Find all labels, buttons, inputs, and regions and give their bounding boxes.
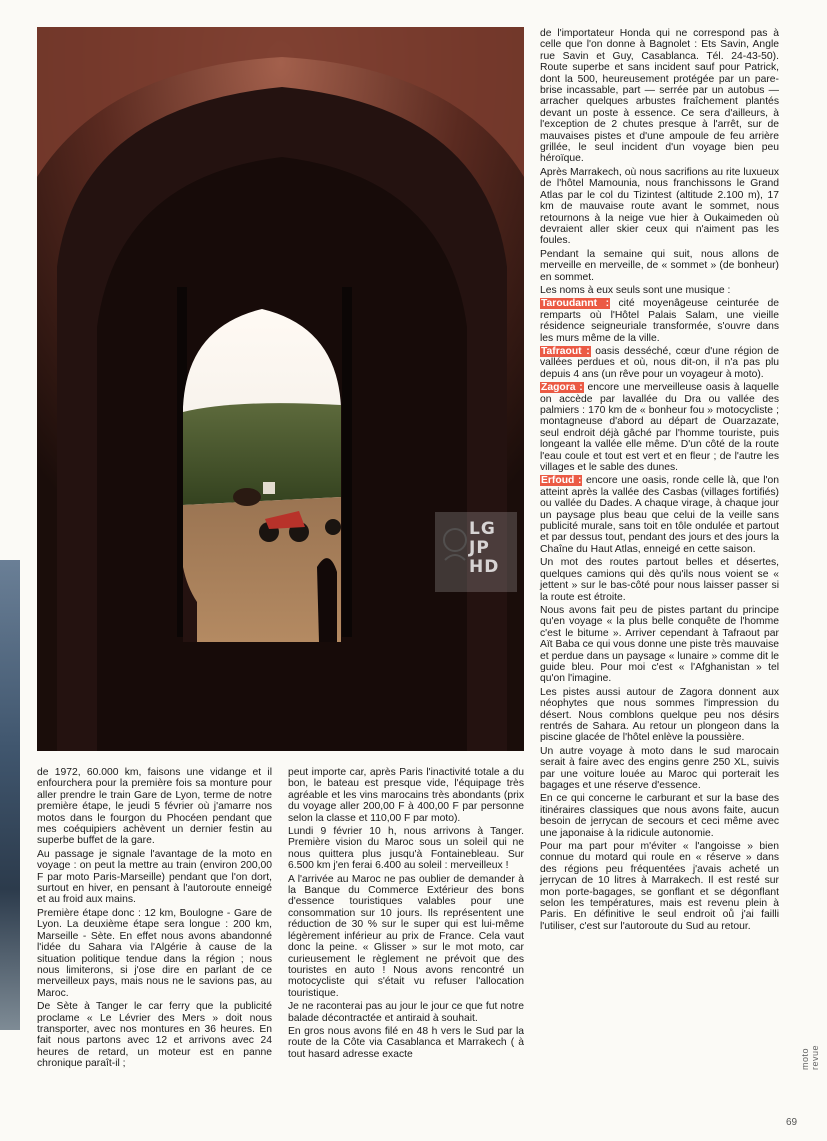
place-text: encore une oasis, ronde celle là, que l'on atteint après la vallée des Casbas (villages fortifiés) ou vallée du Dades. A chaque virage, à chaque jour un paysage plus beau que celui de la veille sans publicité murale, sans toit en tôle ondulée et partout et par dessus tout, pendant des jours et des jours la Chaîne du Haut Atlas, enneigé en cette saison. bbox=[540, 475, 779, 555]
paragraph: de 1972, 60.000 km, faisons une vidange et il enfourchera pour la première fois sa monture pour aller prendre le train Gare de Lyon, terme de notre première étape, le jeudi 5 février où j'amarre nos motos dans le fourgon du Phocéen pendant que mes coéquipiers achèvent un dernier festin au superbe buffet de la gare. bbox=[37, 767, 272, 847]
paragraph: Pour ma part pour m'éviter « l'angoisse » bien connue du motard qui roule en « réserve » dans des régions peu fréquentées j'avais acheté un jerrycan de 10 litres à Marrakech. Il est resté sur mon porte-bagages, se gonflant et se dégonflant selon les températures, mais est revenu plein à Paris. En définitive le seul endroit oů j'ai failli l'utiliser, c'est sur l'autoroute du Sud au retour. bbox=[540, 841, 779, 932]
paragraph: A l'arrivée au Maroc ne pas oublier de demander à la Banque du Commerce Extérieur des bons d'essence touristiques valables pour une consommation sur 10 jours. Ils représentent une réduction de 30 % sur le super qui est lui-même légèrement inférieur au prix de France. Cela vaut donc la peine. « Glisser » sur le mot moto, car curieusement le règlement ne prévoit que des touristes en auto ! Nous avons rencontré un motocycliste qui s'était vu refuser l'allocation touristique. bbox=[288, 873, 524, 999]
article-column-2 bbox=[288, 767, 524, 1062]
paragraph: Nous avons fait peu de pistes partant du principe qu'en voyage « la plus belle conquête de l'homme c'est le bitume ». Arriver cependant à Tafraout par Aït Baba ce qui vous donne une piste très mauvaise et perdue dans un paysage « lunaire » comme dit le guide bleu. Pour moi c'est « l'Afghanistan » tel qu'on l'imagine. bbox=[540, 604, 779, 685]
paragraph: En gros nous avons filé en 48 h vers le Sud par la route de la Côte via Casablanca et Marrakech ( à tout hasard adresse exacte bbox=[288, 1025, 524, 1060]
article-column-1 bbox=[37, 767, 272, 1072]
place-name-highlight: Tafraout : bbox=[541, 345, 590, 357]
watermark-line2: JP bbox=[469, 538, 490, 558]
paragraph: Un mot des routes partout belles et désertes, quelques camions qui dès qu'ils nous voient se « jettent » sur le bas-côté pour nous laisser passer si la route est étroite. bbox=[540, 557, 779, 603]
paragraph: peut importe car, après Paris l'inactivité totale a du bon, le bateau est presque vide, l'équipage très agréable et les vins marocains très abondants (prix du voyage aller 200,00 F à 400,00 F par personne selon la classe et 110,00 F par moto). bbox=[288, 767, 524, 824]
moorish-arch-photo bbox=[37, 27, 524, 751]
arch-photo-icon bbox=[37, 27, 524, 751]
adjacent-page-edge bbox=[0, 560, 20, 1030]
place-paragraph bbox=[540, 475, 779, 555]
paragraph: Première étape donc : 12 km, Boulogne - Gare de Lyon. La deuxième étape sera longue : 200 km, Marseille - Sète. En effet nous avons abandonné l'idée du Sahara via l'Algérie à cause de la situation politique tendue dans la région ; nous nous limiterons, si j'ose dire en parlant de ce merveilleux pays, mais nous ne le savions pas, au Maroc. bbox=[37, 907, 272, 999]
watermark-text bbox=[469, 520, 499, 577]
paragraph: De Sète à Tanger le car ferry que la publicité proclame « Le Lévrier des Mers » doit nous transporter, avec nos montures en 36 heures. En fait nous partons avec 12 et arrivons avec 24 heures de retard, un moteur est en panne chronique paraît-il ; bbox=[37, 1001, 272, 1070]
paragraph: Au passage je signale l'avantage de la moto en voyage : on peut la mettre au train (environ 200,00 F par moto Paris-Marseille) pendant que l'on dort, surtout en hiver, en pensant à l'autoroute enneigé et au froid aux mains. bbox=[37, 848, 272, 906]
paragraph: Les noms à eux seuls sont une musique : bbox=[540, 284, 731, 296]
place-name-highlight: Taroudannt : bbox=[541, 298, 610, 310]
paragraph: Les pistes aussi autour de Zagora donnent aux néophytes que nous sommes l'impression du désert. Nous comblons quelque peu nos désirs rentrés de Sahara. Au retour un plongeon dans la piscine glacée de l'hôtel enlève la poussière. bbox=[540, 686, 779, 744]
paragraph: Lundi 9 février 10 h, nous arrivons à Tanger. Première vision du Maroc sous un soleil qui ne nous quittera plus jusqu'à Fontainebleau. Sur 6.500 km j'en ferai 6.400 au soleil : merveilleux ! bbox=[288, 826, 524, 872]
place-name-highlight: Zagora : bbox=[541, 382, 583, 394]
place-text: oasis desséché, cœur d'une région de vallées perdues et où, nous dit-on, il n'a pas plu depuis 4 ans (un rêve pour un voyageur à moto). bbox=[540, 345, 779, 380]
page-number: 69 bbox=[786, 1117, 798, 1128]
article-column-3 bbox=[540, 28, 779, 934]
place-text: cité moyenâgeuse ceinturée de remparts où l'Hôtel Palais Salam, une vieille résidence seigneuriale transformée, s'ouvre dans les murs même de la ville. bbox=[540, 298, 779, 344]
place-paragraph bbox=[540, 346, 779, 380]
place-paragraph bbox=[540, 298, 779, 344]
paragraph: Un autre voyage à moto dans le sud marocain serait à faire avec des engins genre 250 XL, suivis par une voiture louée au Maroc qui porterait les bagages et une réserve d'essence. bbox=[540, 745, 779, 791]
paragraph: En ce qui concerne le carburant et sur la base des itinéraires classiques que nous avons faite, aucun besoin de jerrycan de secours et ceci même avec une japonaise à la ridicule autonomie. bbox=[540, 793, 779, 839]
paragraph: de l'importateur Honda qui ne correspond pas à celle que l'on donne à Bagnolet : Ets Savin, Angle rue Savin et Guy, Casablanca. Tél. 24-43-50). Route superbe et sans incident sauf pour Patrick, dont la 500, heureusement protégée par un pare-brise incassable, part — serrée par un autobus — arracher quelques arbustes fraîchement plantés devant un poste à essence. Ce sera d'ailleurs, à l'exception de 2 chutes presque à l'arrêt, sur de mauvaises pistes et d'une ampoule de feu arrière grillée, le seul incident d'un voyage bien peu héroïque. bbox=[540, 28, 779, 165]
place-text: encore une merveilleuse oasis à laquelle on accède par lavallée du Dra ou vallée des palmiers : 170 km de « bonheur fou » motocycliste ; montagneuse d'abord au départ de Ouarzazate, seul endroit déjà gâché par l'homme touriste, puis longeant la vallée elle même. D'un côté de la route l'eau coule et tout est vert et en fleur ; de l'autre les villages et le sable des dunes. bbox=[540, 382, 780, 474]
watermark-line1: LG bbox=[469, 519, 496, 539]
paragraph: Pendant la semaine qui suit, nous allons de merveille en merveille, de « sommet » (de bonheur) en sommet. bbox=[540, 248, 779, 283]
magazine-side-label: moto revue bbox=[800, 1044, 820, 1070]
place-name-highlight: Erfoud : bbox=[541, 475, 582, 487]
place-paragraph bbox=[540, 382, 779, 473]
paragraph: Après Marrakech, où nous sacrifions au rite luxueux de l'hôtel Mamounia, nous franchissons le Grand Atlas par le col du Tizintest (altitude 2.100 m), 17 km de mauvaise route avant le sommet, nous retournons à la neige vue hier à Oukaimeden où devraient aller skier ceux qui n'aiment pas les foules. bbox=[540, 166, 779, 247]
watermark-line3: HD bbox=[469, 557, 500, 577]
watermark-logo bbox=[435, 512, 517, 592]
paragraph: Je ne raconterai pas au jour le jour ce que fut notre balade décontractée et antiraid à souhait. bbox=[288, 1001, 524, 1024]
